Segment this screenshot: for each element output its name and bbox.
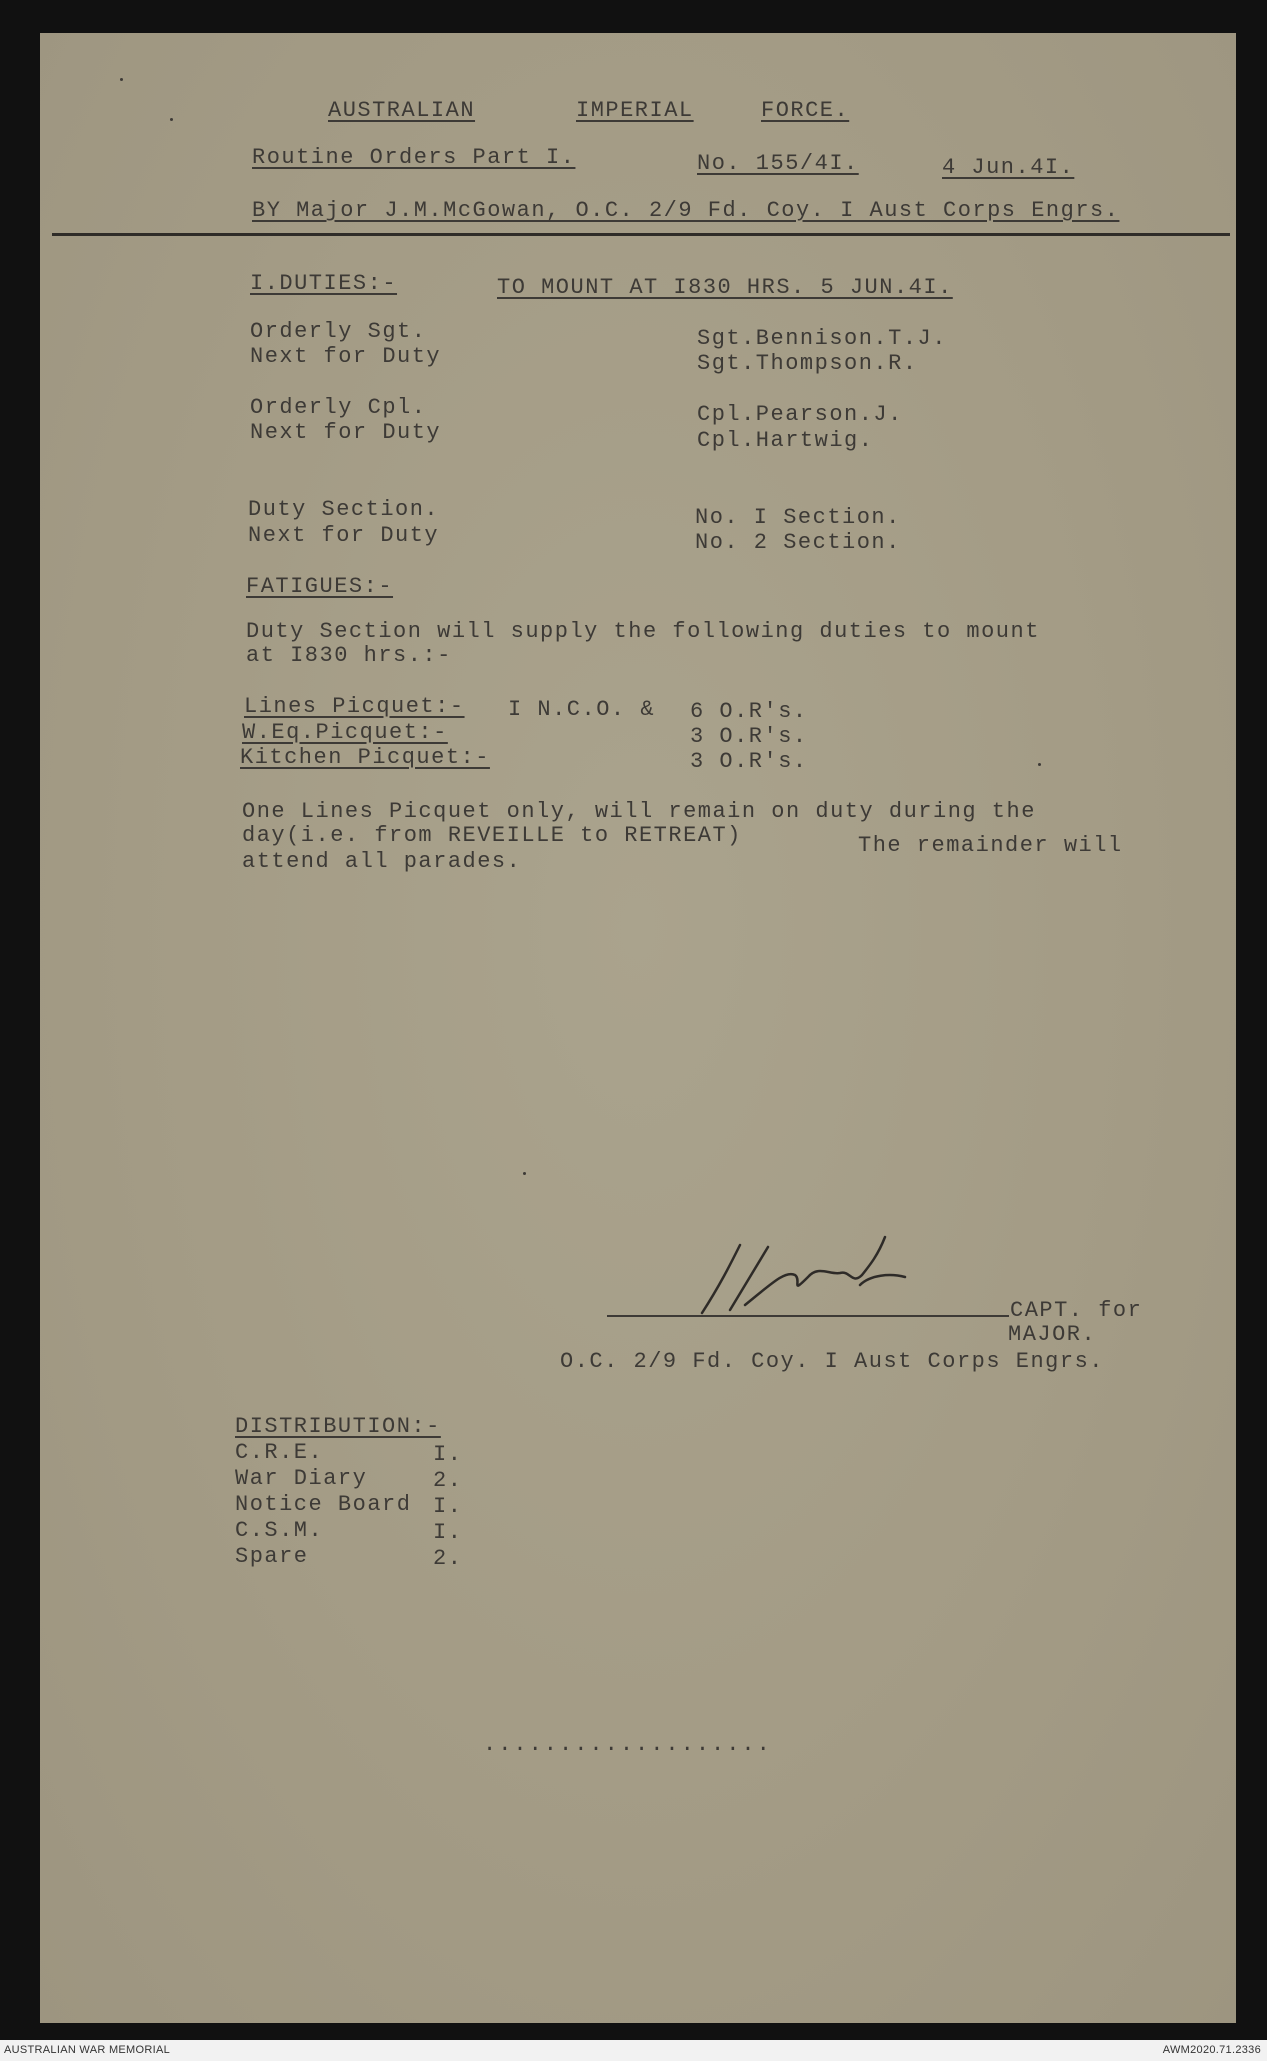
lines-picquet-nco: I N.C.O. &	[508, 697, 656, 722]
fatigues-intro-line-1: Duty Section will supply the following duties to mount	[246, 619, 1040, 644]
capt-for-label: CAPT. for	[1010, 1298, 1143, 1323]
note-line-1: One Lines Picquet only, will remain on duty during the	[242, 799, 1036, 824]
duty-section-value: No. I Section.	[695, 505, 901, 530]
by-line: BY Major J.M.McGowan, O.C. 2/9 Fd. Coy. I Aust Corps Engrs.	[252, 198, 1120, 223]
kitchen-picquet-ors: 3 O.R's.	[690, 749, 808, 774]
distribution-item-name: Notice Board	[235, 1492, 412, 1517]
duties-heading: I.DUTIES:-	[250, 271, 398, 296]
note-line-3: attend all parades.	[242, 849, 522, 874]
weq-picquet-ors: 3 O.R's.	[690, 724, 808, 749]
mount-line: TO MOUNT AT I830 HRS. 5 JUN.4I.	[497, 275, 953, 300]
note-line-2b: The remainder will	[858, 833, 1123, 858]
fatigues-intro-line-2: at I830 hrs.:-	[246, 643, 452, 668]
signature-oc-line: O.C. 2/9 Fd. Coy. I Aust Corps Engrs.	[560, 1349, 1104, 1374]
fatigues-heading: FATIGUES:-	[246, 574, 394, 599]
distribution-item-qty: 2.	[433, 1468, 463, 1493]
paper-speck	[120, 78, 123, 81]
orderly-cpl-label: Orderly Cpl.	[250, 395, 427, 420]
lines-picquet-label: Lines Picquet:-	[244, 694, 465, 719]
header-rule	[52, 233, 1230, 236]
distribution-item-name: C.R.E.	[235, 1440, 324, 1465]
orderly-sgt-name: Sgt.Bennison.T.J.	[697, 326, 947, 351]
footer-accession-number: AWM2020.71.2336	[1162, 2044, 1261, 2056]
major-label: MAJOR.	[1008, 1322, 1097, 1347]
distribution-item-name: War Diary	[235, 1466, 368, 1491]
next-for-duty-section-label: Next for Duty	[248, 523, 440, 548]
distribution-item-qty: I.	[433, 1494, 463, 1519]
next-for-duty-sgt-label: Next for Duty	[250, 344, 442, 369]
distribution-item-qty: I.	[433, 1442, 463, 1467]
title-australian: AUSTRALIAN	[328, 98, 476, 123]
orderly-sgt-label: Orderly Sgt.	[250, 319, 427, 344]
routine-orders-label: Routine Orders Part I.	[252, 145, 576, 170]
paper-speck	[1038, 763, 1041, 766]
weq-picquet-label: W.Eq.Picquet:-	[242, 720, 448, 745]
kitchen-picquet-label: Kitchen Picquet:-	[240, 745, 490, 770]
paper-speck	[523, 1172, 526, 1175]
next-sgt-name: Sgt.Thompson.R.	[697, 351, 918, 376]
duty-section-label: Duty Section.	[248, 497, 440, 522]
title-force: FORCE.	[761, 98, 850, 123]
distribution-item-qty: 2.	[433, 1546, 463, 1571]
title-imperial: IMPERIAL	[576, 98, 694, 123]
handwritten-signature	[690, 1215, 950, 1325]
distribution-heading: DISTRIBUTION:-	[235, 1414, 441, 1439]
next-for-duty-cpl-label: Next for Duty	[250, 420, 442, 445]
next-section-value: No. 2 Section.	[695, 530, 901, 555]
document-page	[40, 33, 1236, 2023]
next-cpl-name: Cpl.Hartwig.	[697, 428, 874, 453]
paper-speck	[170, 118, 173, 121]
footer-credit: AUSTRALIAN WAR MEMORIAL	[4, 2044, 171, 2056]
distribution-item-name: C.S.M.	[235, 1518, 324, 1543]
distribution-item-name: Spare	[235, 1544, 309, 1569]
order-number: No. 155/4I.	[697, 151, 859, 176]
order-date: 4 Jun.4I.	[942, 155, 1075, 180]
note-line-2a: day(i.e. from REVEILLE to RETREAT)	[242, 823, 742, 848]
orderly-cpl-name: Cpl.Pearson.J.	[697, 402, 903, 427]
distribution-item-qty: I.	[433, 1520, 463, 1545]
signature-line	[607, 1315, 1009, 1317]
end-dotted-line: ...................	[483, 1732, 772, 1757]
lines-picquet-ors: 6 O.R's.	[690, 699, 808, 724]
